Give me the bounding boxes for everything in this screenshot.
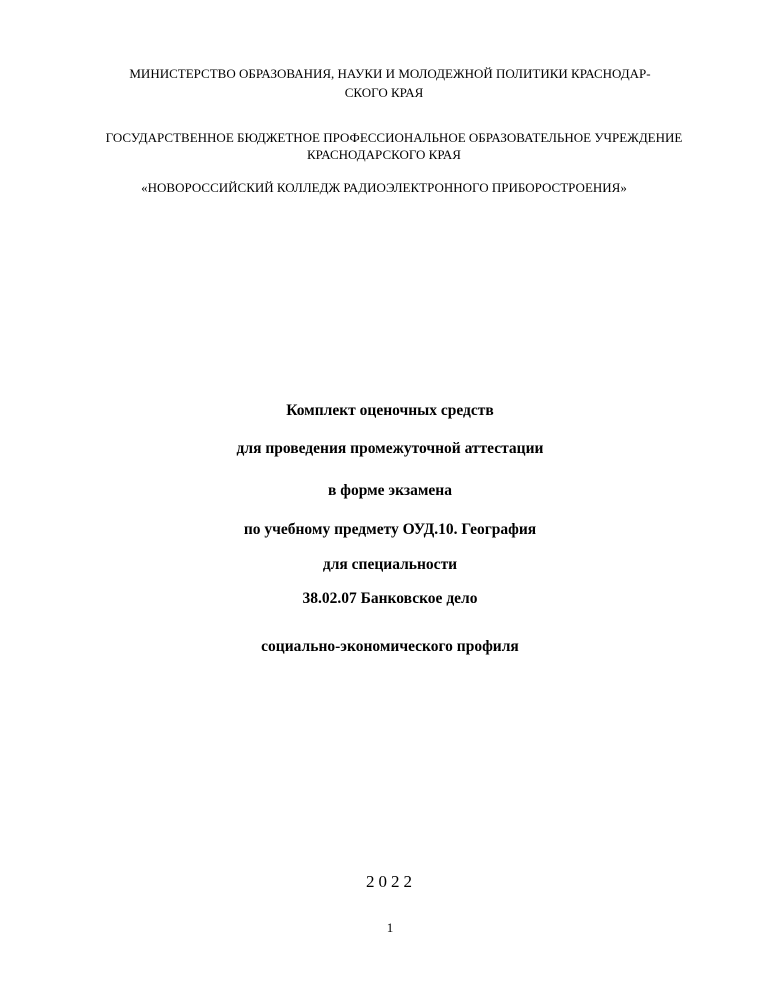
college-name: «НОВОРОССИЙСКИЙ КОЛЛЕДЖ РАДИОЭЛЕКТРОННОГО ПРИБОРОСТРОЕНИЯ» <box>141 180 627 195</box>
title-line-4: по учебному предмету ОУД.10. География <box>243 521 537 538</box>
institution-line-1: ГОСУДАРСТВЕННОЕ БЮДЖЕТНОЕ ПРОФЕССИОНАЛЬНОЕ ОБРАЗОВАТЕЛЬНОЕ УЧРЕЖДЕНИЕ <box>105 130 683 145</box>
title-line-5: для специальности <box>322 556 458 573</box>
year: 2022 <box>366 872 416 891</box>
ministry-line-2: СКОГО КРАЯ <box>344 85 424 100</box>
title-line-1: Комплект оценочных средств <box>286 402 494 419</box>
title-line-2: для проведения промежуточной аттестации <box>236 440 544 457</box>
title-line-3: в форме экзамена <box>328 482 452 499</box>
ministry-line-1: МИНИСТЕРСТВО ОБРАЗОВАНИЯ, НАУКИ И МОЛОДЕЖНОЙ ПОЛИТИКИ КРАСНОДАР- <box>129 66 651 81</box>
title-line-6: 38.02.07 Банковское дело <box>302 590 478 607</box>
title-line-7: социально-экономического профиля <box>261 638 519 655</box>
page-number: 1 <box>386 920 394 935</box>
institution-line-2: КРАСНОДАРСКОГО КРАЯ <box>307 147 461 162</box>
